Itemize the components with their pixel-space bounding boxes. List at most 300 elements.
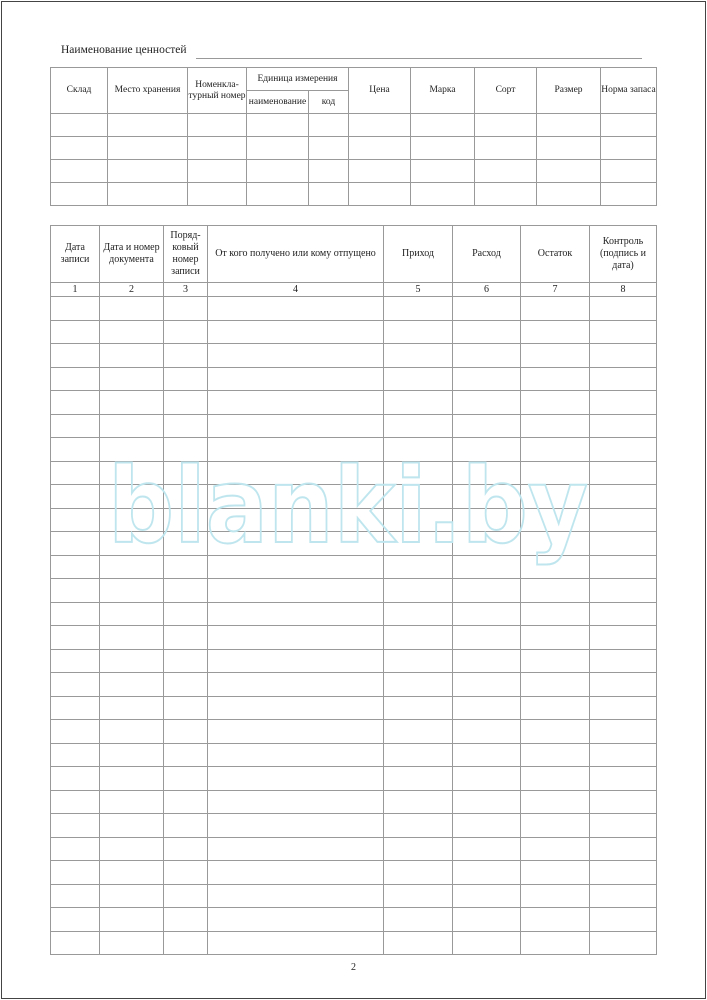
ledger-cell[interactable] <box>590 696 657 720</box>
ledger-cell[interactable] <box>590 555 657 579</box>
ledger-cell[interactable] <box>521 673 590 697</box>
ledger-cell[interactable] <box>521 767 590 791</box>
ledger-col-number: 1 <box>51 283 100 297</box>
ledger-row <box>51 297 657 321</box>
col-header-grade: Сорт <box>475 68 537 114</box>
ledger-cell[interactable] <box>164 790 208 814</box>
ledger-cell[interactable] <box>384 297 453 321</box>
ledger-cell[interactable] <box>453 814 521 838</box>
ledger-cell[interactable] <box>384 720 453 744</box>
ledger-cell[interactable] <box>208 555 384 579</box>
ledger-cell[interactable] <box>590 720 657 744</box>
storage-info-cell[interactable] <box>188 183 247 206</box>
ledger-cell[interactable] <box>590 743 657 767</box>
ledger-cell[interactable] <box>208 626 384 650</box>
ledger-cell[interactable] <box>384 367 453 391</box>
storage-info-cell[interactable] <box>601 114 657 137</box>
ledger-cell[interactable] <box>100 532 164 556</box>
ledger-cell[interactable] <box>453 908 521 932</box>
ledger-cell[interactable] <box>164 485 208 509</box>
storage-info-cell[interactable] <box>349 183 411 206</box>
ledger-cell[interactable] <box>208 790 384 814</box>
ledger-cell[interactable] <box>51 391 100 415</box>
storage-info-cell[interactable] <box>537 183 601 206</box>
ledger-cell[interactable] <box>590 602 657 626</box>
ledger-cell[interactable] <box>590 931 657 955</box>
ledger-cell[interactable] <box>208 579 384 603</box>
ledger-cell[interactable] <box>208 297 384 321</box>
valuables-name-field[interactable] <box>196 58 642 59</box>
ledger-cell[interactable] <box>208 344 384 368</box>
ledger-row <box>51 908 657 932</box>
ledger-cell[interactable] <box>521 485 590 509</box>
ledger-cell[interactable] <box>590 837 657 861</box>
ledger-cell[interactable] <box>453 485 521 509</box>
ledger-cell[interactable] <box>100 485 164 509</box>
ledger-cell[interactable] <box>100 861 164 885</box>
ledger-cell[interactable] <box>51 602 100 626</box>
ledger-cell[interactable] <box>453 602 521 626</box>
ledger-cell[interactable] <box>51 414 100 438</box>
storage-info-row <box>51 183 657 206</box>
storage-info-cell[interactable] <box>108 114 188 137</box>
ledger-cell[interactable] <box>590 814 657 838</box>
ledger-cell[interactable] <box>384 767 453 791</box>
storage-info-cell[interactable] <box>51 160 108 183</box>
ledger-cell[interactable] <box>100 884 164 908</box>
ledger-cell[interactable] <box>51 579 100 603</box>
ledger-cell[interactable] <box>521 743 590 767</box>
ledger-cell[interactable] <box>521 532 590 556</box>
ledger-cell[interactable] <box>51 367 100 391</box>
ledger-cell[interactable] <box>51 555 100 579</box>
ledger-cell[interactable] <box>208 414 384 438</box>
ledger-cell[interactable] <box>51 649 100 673</box>
storage-info-cell[interactable] <box>411 160 475 183</box>
ledger-row <box>51 767 657 791</box>
ledger-cell[interactable] <box>100 626 164 650</box>
ledger-cell[interactable] <box>51 485 100 509</box>
ledger-cell[interactable] <box>208 908 384 932</box>
storage-info-cell[interactable] <box>309 183 349 206</box>
ledger-cell[interactable] <box>208 837 384 861</box>
ledger-cell[interactable] <box>453 673 521 697</box>
ledger-cell[interactable] <box>384 320 453 344</box>
ledger-cell[interactable] <box>100 461 164 485</box>
ledger-cell[interactable] <box>384 790 453 814</box>
storage-info-cell[interactable] <box>537 114 601 137</box>
ledger-cell[interactable] <box>100 837 164 861</box>
ledger-cell[interactable] <box>590 485 657 509</box>
storage-info-cell[interactable] <box>349 137 411 160</box>
ledger-cell[interactable] <box>384 485 453 509</box>
ledger-row <box>51 414 657 438</box>
ledger-cell[interactable] <box>590 414 657 438</box>
ledger-cell[interactable] <box>521 720 590 744</box>
ledger-cell[interactable] <box>100 438 164 462</box>
ledger-cell[interactable] <box>164 579 208 603</box>
ledger-cell[interactable] <box>521 837 590 861</box>
storage-info-cell[interactable] <box>188 160 247 183</box>
ledger-cell[interactable] <box>208 861 384 885</box>
ledger-cell[interactable] <box>521 414 590 438</box>
ledger-cell[interactable] <box>453 391 521 415</box>
ledger-row <box>51 884 657 908</box>
ledger-cell[interactable] <box>208 438 384 462</box>
ledger-cell[interactable] <box>51 532 100 556</box>
ledger-cell[interactable] <box>164 344 208 368</box>
ledger-cell[interactable] <box>521 320 590 344</box>
ledger-cell[interactable] <box>590 438 657 462</box>
ledger-cell[interactable] <box>100 790 164 814</box>
storage-info-cell[interactable] <box>475 137 537 160</box>
ledger-cell[interactable] <box>590 767 657 791</box>
storage-info-cell[interactable] <box>537 137 601 160</box>
ledger-cell[interactable] <box>453 579 521 603</box>
ledger-cell[interactable] <box>164 555 208 579</box>
ledger-cell[interactable] <box>51 908 100 932</box>
storage-info-cell[interactable] <box>188 137 247 160</box>
storage-info-cell[interactable] <box>601 183 657 206</box>
ledger-cell[interactable] <box>453 696 521 720</box>
storage-info-cell[interactable] <box>411 114 475 137</box>
storage-info-cell[interactable] <box>475 160 537 183</box>
ledger-cell[interactable] <box>590 297 657 321</box>
ledger-header-row <box>51 226 657 283</box>
storage-info-cell[interactable] <box>247 183 309 206</box>
ledger-row <box>51 790 657 814</box>
storage-info-rows <box>51 114 657 206</box>
watermark-text: blanki.by <box>108 445 588 567</box>
ledger-cell[interactable] <box>453 414 521 438</box>
ledger-row <box>51 814 657 838</box>
ledger-cell[interactable] <box>51 743 100 767</box>
storage-info-cell[interactable] <box>247 160 309 183</box>
storage-info-cell[interactable] <box>247 137 309 160</box>
ledger-cell[interactable] <box>164 767 208 791</box>
ledger-row <box>51 438 657 462</box>
col-header-unit-code: код <box>309 91 349 114</box>
ledger-column-numbers-row <box>51 283 657 297</box>
ledger-cell[interactable] <box>208 508 384 532</box>
ledger-cell[interactable] <box>51 790 100 814</box>
storage-info-cell[interactable] <box>108 160 188 183</box>
ledger-cell[interactable] <box>164 861 208 885</box>
ledger-cell[interactable] <box>100 508 164 532</box>
ledger-row <box>51 602 657 626</box>
ledger-cell[interactable] <box>51 696 100 720</box>
ledger-cell[interactable] <box>51 861 100 885</box>
ledger-cell[interactable] <box>164 837 208 861</box>
ledger-cell[interactable] <box>453 344 521 368</box>
storage-info-row <box>51 114 657 137</box>
ledger-cell[interactable] <box>164 391 208 415</box>
ledger-cell[interactable] <box>208 743 384 767</box>
storage-info-cell[interactable] <box>108 183 188 206</box>
ledger-cell[interactable] <box>521 391 590 415</box>
ledger-cell[interactable] <box>208 320 384 344</box>
ledger-cell[interactable] <box>164 720 208 744</box>
ledger-cell[interactable] <box>51 720 100 744</box>
ledger-cell[interactable] <box>590 579 657 603</box>
storage-info-cell[interactable] <box>411 183 475 206</box>
ledger-cell[interactable] <box>164 508 208 532</box>
ledger-cell[interactable] <box>521 344 590 368</box>
ledger-cell[interactable] <box>384 461 453 485</box>
ledger-cell[interactable] <box>100 814 164 838</box>
ledger-cell[interactable] <box>51 884 100 908</box>
ledger-cell[interactable] <box>521 814 590 838</box>
ledger-cell[interactable] <box>384 884 453 908</box>
ledger-cell[interactable] <box>384 673 453 697</box>
ledger-cell[interactable] <box>208 367 384 391</box>
col-header-unit-of-measure: Единица измерения <box>247 68 349 91</box>
ledger-cell[interactable] <box>164 814 208 838</box>
ledger-cell[interactable] <box>100 414 164 438</box>
ledger-cell[interactable] <box>384 602 453 626</box>
ledger-cell[interactable] <box>164 532 208 556</box>
ledger-cell[interactable] <box>453 297 521 321</box>
storage-info-cell[interactable] <box>309 160 349 183</box>
ledger-cell[interactable] <box>453 649 521 673</box>
ledger-cell[interactable] <box>521 861 590 885</box>
storage-info-cell[interactable] <box>411 137 475 160</box>
ledger-cell[interactable] <box>100 696 164 720</box>
ledger-cell[interactable] <box>164 602 208 626</box>
storage-info-cell[interactable] <box>309 137 349 160</box>
ledger-cell[interactable] <box>384 837 453 861</box>
ledger-cell[interactable] <box>208 391 384 415</box>
ledger-cell[interactable] <box>164 743 208 767</box>
ledger-cell[interactable] <box>453 320 521 344</box>
ledger-cell[interactable] <box>208 485 384 509</box>
storage-info-cell[interactable] <box>349 160 411 183</box>
ledger-cell[interactable] <box>384 696 453 720</box>
ledger-cell[interactable] <box>51 461 100 485</box>
ledger-cell[interactable] <box>164 414 208 438</box>
ledger-cell[interactable] <box>208 931 384 955</box>
ledger-cell[interactable] <box>100 555 164 579</box>
ledger-cell[interactable] <box>521 884 590 908</box>
storage-info-cell[interactable] <box>247 114 309 137</box>
storage-info-cell[interactable] <box>601 137 657 160</box>
ledger-cell[interactable] <box>208 461 384 485</box>
ledger-cell[interactable] <box>164 367 208 391</box>
ledger-cell[interactable] <box>100 602 164 626</box>
ledger-cell[interactable] <box>521 461 590 485</box>
ledger-cell[interactable] <box>208 814 384 838</box>
ledger-cell[interactable] <box>590 790 657 814</box>
ledger-row <box>51 485 657 509</box>
ledger-cell[interactable] <box>164 673 208 697</box>
storage-info-cell[interactable] <box>601 160 657 183</box>
ledger-cell[interactable] <box>521 579 590 603</box>
ledger-cell[interactable] <box>384 555 453 579</box>
ledger-cell[interactable] <box>453 555 521 579</box>
storage-info-cell[interactable] <box>537 160 601 183</box>
ledger-cell[interactable] <box>453 837 521 861</box>
ledger-cell[interactable] <box>100 391 164 415</box>
ledger-cell[interactable] <box>590 461 657 485</box>
ledger-row <box>51 696 657 720</box>
ledger-cell[interactable] <box>51 508 100 532</box>
ledger-cell[interactable] <box>590 649 657 673</box>
ledger-cell[interactable] <box>51 626 100 650</box>
ledger-cell[interactable] <box>208 884 384 908</box>
ledger-cell[interactable] <box>208 602 384 626</box>
storage-info-cell[interactable] <box>475 114 537 137</box>
ledger-cell[interactable] <box>453 931 521 955</box>
ledger-cell[interactable] <box>521 696 590 720</box>
ledger-cell[interactable] <box>521 626 590 650</box>
storage-info-cell[interactable] <box>475 183 537 206</box>
ledger-cell[interactable] <box>100 931 164 955</box>
storage-info-cell[interactable] <box>108 137 188 160</box>
col-header-stock-norm: Норма запаса <box>601 68 657 114</box>
ledger-cell[interactable] <box>590 344 657 368</box>
storage-info-cell[interactable] <box>51 137 108 160</box>
ledger-cell[interactable] <box>164 649 208 673</box>
ledger-cell[interactable] <box>453 626 521 650</box>
ledger-row <box>51 320 657 344</box>
storage-info-cell[interactable] <box>309 114 349 137</box>
col-header-nomenclature-number: Номенкла-турный номер <box>188 68 247 114</box>
ledger-cell[interactable] <box>521 438 590 462</box>
ledger-cell[interactable] <box>521 602 590 626</box>
ledger-cell[interactable] <box>100 908 164 932</box>
ledger-col-header: Расход <box>453 226 521 283</box>
ledger-cell[interactable] <box>521 649 590 673</box>
ledger-cell[interactable] <box>590 626 657 650</box>
ledger-cell[interactable] <box>51 931 100 955</box>
ledger-col-header: От кого получено или кому отпущено <box>208 226 384 283</box>
ledger-cell[interactable] <box>384 508 453 532</box>
storage-info-cell[interactable] <box>349 114 411 137</box>
ledger-cell[interactable] <box>100 367 164 391</box>
ledger-cell[interactable] <box>521 790 590 814</box>
ledger-cell[interactable] <box>453 720 521 744</box>
ledger-row <box>51 626 657 650</box>
ledger-cell[interactable] <box>590 508 657 532</box>
ledger-cell[interactable] <box>590 861 657 885</box>
ledger-cell[interactable] <box>51 767 100 791</box>
ledger-cell[interactable] <box>521 367 590 391</box>
ledger-cell[interactable] <box>164 297 208 321</box>
storage-info-row <box>51 160 657 183</box>
ledger-cell[interactable] <box>100 673 164 697</box>
ledger-cell[interactable] <box>384 626 453 650</box>
ledger-cell[interactable] <box>51 344 100 368</box>
ledger-col-number: 6 <box>453 283 521 297</box>
ledger-cell[interactable] <box>384 579 453 603</box>
ledger-cell[interactable] <box>521 297 590 321</box>
ledger-cell[interactable] <box>100 743 164 767</box>
ledger-cell[interactable] <box>453 790 521 814</box>
ledger-cell[interactable] <box>384 814 453 838</box>
ledger-cell[interactable] <box>590 884 657 908</box>
ledger-cell[interactable] <box>208 696 384 720</box>
ledger-cell[interactable] <box>590 532 657 556</box>
ledger-col-header: Поряд-ковый номер записи <box>164 226 208 283</box>
ledger-cell[interactable] <box>384 344 453 368</box>
ledger-cell[interactable] <box>521 555 590 579</box>
ledger-cell[interactable] <box>384 861 453 885</box>
ledger-cell[interactable] <box>51 320 100 344</box>
ledger-cell[interactable] <box>590 320 657 344</box>
ledger-cell[interactable] <box>521 931 590 955</box>
ledger-cell[interactable] <box>208 673 384 697</box>
ledger-cell[interactable] <box>453 861 521 885</box>
ledger-cell[interactable] <box>100 720 164 744</box>
ledger-cell[interactable] <box>164 884 208 908</box>
ledger-col-header: Контроль (подпись и дата) <box>590 226 657 283</box>
storage-info-cell[interactable] <box>188 114 247 137</box>
ledger-cell[interactable] <box>384 743 453 767</box>
ledger-cell[interactable] <box>51 814 100 838</box>
ledger-cell[interactable] <box>100 649 164 673</box>
ledger-cell[interactable] <box>51 297 100 321</box>
ledger-cell[interactable] <box>590 367 657 391</box>
ledger-cell[interactable] <box>521 908 590 932</box>
ledger-row <box>51 649 657 673</box>
ledger-cell[interactable] <box>51 837 100 861</box>
storage-info-cell[interactable] <box>51 114 108 137</box>
ledger-col-number: 3 <box>164 283 208 297</box>
ledger-row <box>51 508 657 532</box>
ledger-cell[interactable] <box>100 297 164 321</box>
ledger-cell[interactable] <box>384 391 453 415</box>
ledger-cell[interactable] <box>100 579 164 603</box>
ledger-cell[interactable] <box>164 461 208 485</box>
ledger-cell[interactable] <box>384 908 453 932</box>
ledger-cell[interactable] <box>453 767 521 791</box>
ledger-cell[interactable] <box>164 696 208 720</box>
ledger-cell[interactable] <box>100 320 164 344</box>
storage-info-cell[interactable] <box>51 183 108 206</box>
ledger-cell[interactable] <box>590 391 657 415</box>
ledger-cell[interactable] <box>453 743 521 767</box>
ledger-cell[interactable] <box>208 532 384 556</box>
ledger-cell[interactable] <box>384 414 453 438</box>
ledger-cell[interactable] <box>164 438 208 462</box>
ledger-cell[interactable] <box>590 908 657 932</box>
ledger-cell[interactable] <box>208 720 384 744</box>
ledger-cell[interactable] <box>453 438 521 462</box>
ledger-cell[interactable] <box>208 767 384 791</box>
col-header-brand: Марка <box>411 68 475 114</box>
ledger-cell[interactable] <box>164 931 208 955</box>
ledger-cell[interactable] <box>453 461 521 485</box>
ledger-cell[interactable] <box>384 532 453 556</box>
ledger-cell[interactable] <box>51 673 100 697</box>
ledger-cell[interactable] <box>590 673 657 697</box>
ledger-cell[interactable] <box>164 626 208 650</box>
ledger-cell[interactable] <box>164 908 208 932</box>
ledger-cell[interactable] <box>384 931 453 955</box>
ledger-cell[interactable] <box>164 320 208 344</box>
ledger-cell[interactable] <box>453 367 521 391</box>
ledger-cell[interactable] <box>51 438 100 462</box>
ledger-cell[interactable] <box>100 344 164 368</box>
ledger-cell[interactable] <box>208 649 384 673</box>
ledger-cell[interactable] <box>100 767 164 791</box>
ledger-cell[interactable] <box>453 508 521 532</box>
ledger-cell[interactable] <box>384 649 453 673</box>
ledger-cell[interactable] <box>453 532 521 556</box>
ledger-cell[interactable] <box>453 884 521 908</box>
ledger-cell[interactable] <box>384 438 453 462</box>
ledger-cell[interactable] <box>521 508 590 532</box>
